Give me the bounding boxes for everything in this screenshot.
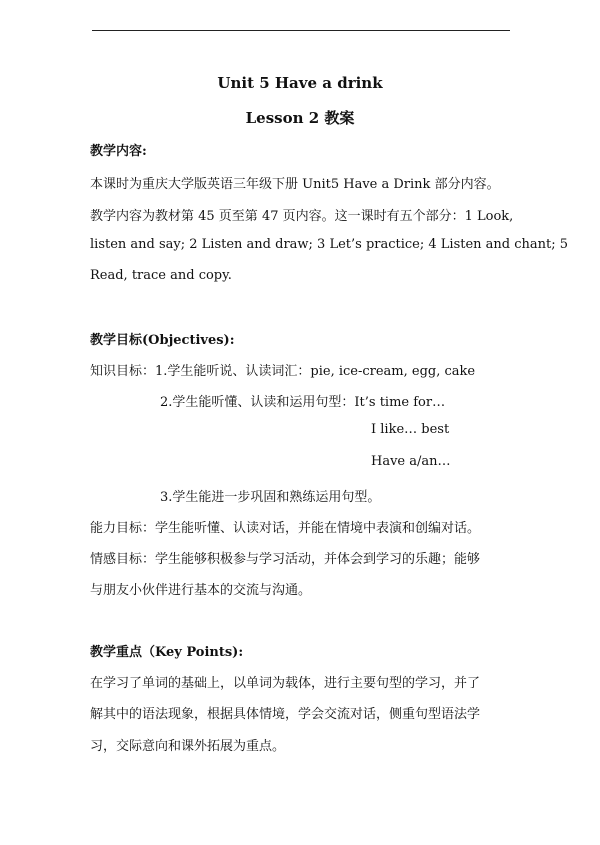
- knowledge-objective-2: 2.学生能听懂、认读和运用句型：It’s time for…: [160, 395, 446, 410]
- keypoints-line: 在学习了单词的基础上，以单词为载体，进行主要句型的学习，并了: [90, 676, 481, 691]
- ability-objective: 能力目标：学生能听懂、认读对话，并能在情境中表演和创编对话。: [90, 521, 481, 536]
- sentence-pattern: I like… best: [371, 422, 450, 437]
- content-line: Read, trace and copy.: [90, 268, 232, 283]
- content-line: 本课时为重庆大学版英语三年级下册 Unit5 Have a Drink 部分内容。: [90, 177, 500, 192]
- keypoints-heading: 教学重点（Key Points):: [90, 645, 244, 660]
- document-title: Unit 5 Have a drink: [217, 74, 383, 92]
- knowledge-objective-1: 知识目标：1.学生能听说、认读词汇：pie, ice-cream, egg, cake: [90, 364, 476, 379]
- content-line: 教学内容为教材第 45 页至第 47 页内容。这一课时有五个部分：1 Look,: [90, 209, 514, 224]
- content-heading: 教学内容:: [90, 144, 147, 159]
- objectives-heading: 教学目标(Objectives):: [90, 333, 235, 348]
- keypoints-line: 习，交际意向和课外拓展为重点。: [90, 739, 286, 754]
- sentence-pattern: Have a/an…: [371, 454, 451, 469]
- content-line: listen and say; 2 Listen and draw; 3 Let’s practice; 4 Listen and chant; 5: [90, 237, 569, 252]
- keypoints-line: 解其中的语法现象，根据具体情境，学会交流对话，侧重句型语法学: [90, 707, 481, 722]
- emotion-objective: 与朋友小伙伴进行基本的交流与沟通。: [90, 583, 312, 598]
- emotion-objective: 情感目标：学生能够积极参与学习活动，并体会到学习的乐趣；能够: [90, 552, 481, 567]
- document-subtitle: Lesson 2 教案: [245, 109, 355, 127]
- header-rule: [92, 30, 510, 31]
- knowledge-objective-3: 3.学生能进一步巩固和熟练运用句型。: [160, 490, 381, 505]
